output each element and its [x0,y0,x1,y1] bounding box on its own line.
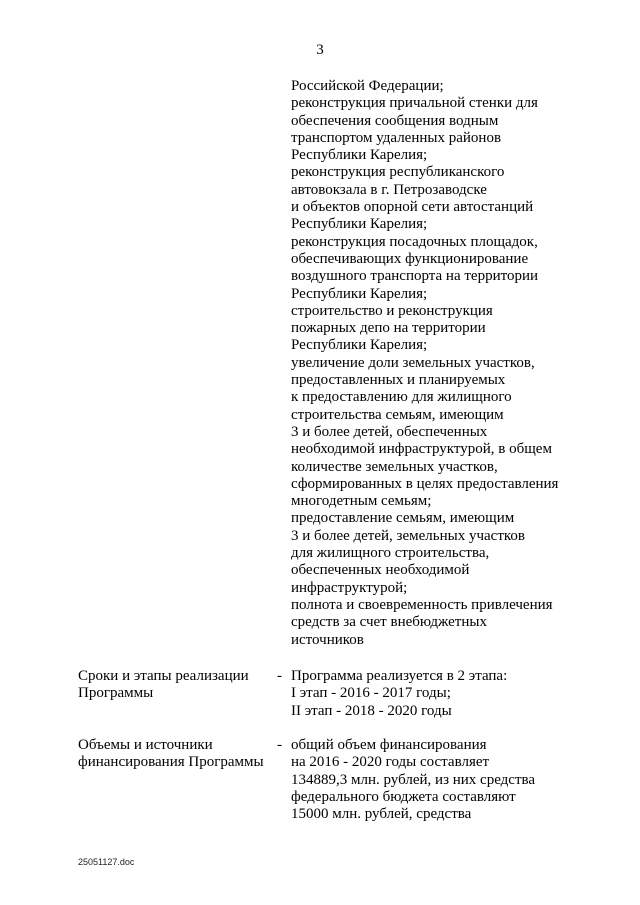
text-line: обеспечивающих функционирование [291,250,529,267]
text-line: воздушного транспорта на территории [291,268,539,285]
text-line: строительства семьям, имеющим [291,406,504,423]
terms-dash: - [277,668,282,684]
text-line: инфраструктурой; [291,579,408,596]
value-line: 15000 млн. рублей, средства [291,806,472,823]
label-line: Сроки и этапы реализации [78,668,249,684]
text-line: автовокзала в г. Петрозаводске [291,181,487,198]
value-line: общий объем финансирования [291,737,487,753]
page-number: 3 [316,42,324,58]
text-line: необходимой инфраструктурой, в общем [291,441,552,458]
value-line: федерального бюджета составляют [291,788,516,805]
text-line: 3 и более детей, земельных участков [291,527,525,544]
label-line: финансирования Программы [78,754,264,771]
text-line: обеспеченных необходимой [291,562,470,579]
terms-label [78,668,278,703]
text-line: Республики Карелия; [291,147,428,164]
text-line: средств за счет внебюджетных [291,614,487,631]
value-line: Программа реализуется в 2 этапа: [291,668,508,684]
text-line: и объектов опорной сети автостанций [291,199,534,216]
label-line: Программы [78,685,154,702]
text-line: количестве земельных участков, [291,458,498,475]
text-line: к предоставлению для жилищного [291,389,512,406]
text-line: многодетным семьям; [291,493,432,510]
funding-dash: - [277,737,282,753]
text-line: пожарных депо на территории [291,320,486,337]
funding-value [291,737,636,823]
text-line: Республики Карелия; [291,216,428,233]
text-line: увеличение доли земельных участков, [291,354,535,371]
text-line: 3 и более детей, обеспеченных [291,423,488,440]
text-line: Республики Карелия; [291,337,428,354]
text-line: реконструкция посадочных площадок, [291,233,538,250]
text-line: источников [291,631,364,648]
text-line: Российской Федерации; [291,78,444,94]
value-line: 134889,3 млн. рублей, из них средства [291,771,536,788]
text-line: строительство и реконструкция [291,302,493,319]
text-line: реконструкция причальной стенки для [291,95,538,112]
text-line: полнота и своевременность привлечения [291,596,553,613]
value-line: I этап - 2016 - 2017 годы; [291,685,451,702]
text-line: предоставленных и планируемых [291,372,506,389]
label-line: Объемы и источники [78,737,213,753]
footer-filename: 25051127.doc [78,857,135,867]
program-targets-continuation [291,78,636,649]
value-line: II этап - 2018 - 2020 годы [291,702,452,719]
value-line: на 2016 - 2020 годы составляет [291,754,490,771]
terms-value [291,668,636,720]
text-line: для жилищного строительства, [291,545,490,562]
text-line: Республики Карелия; [291,285,428,302]
text-line: сформированных в целях предоставления [291,475,559,492]
text-line: предоставление семьям, имеющим [291,510,515,527]
text-line: обеспечения сообщения водным [291,112,499,129]
text-line: транспортом удаленных районов [291,129,502,146]
funding-label [78,737,278,772]
text-line: реконструкция республиканского [291,164,505,181]
